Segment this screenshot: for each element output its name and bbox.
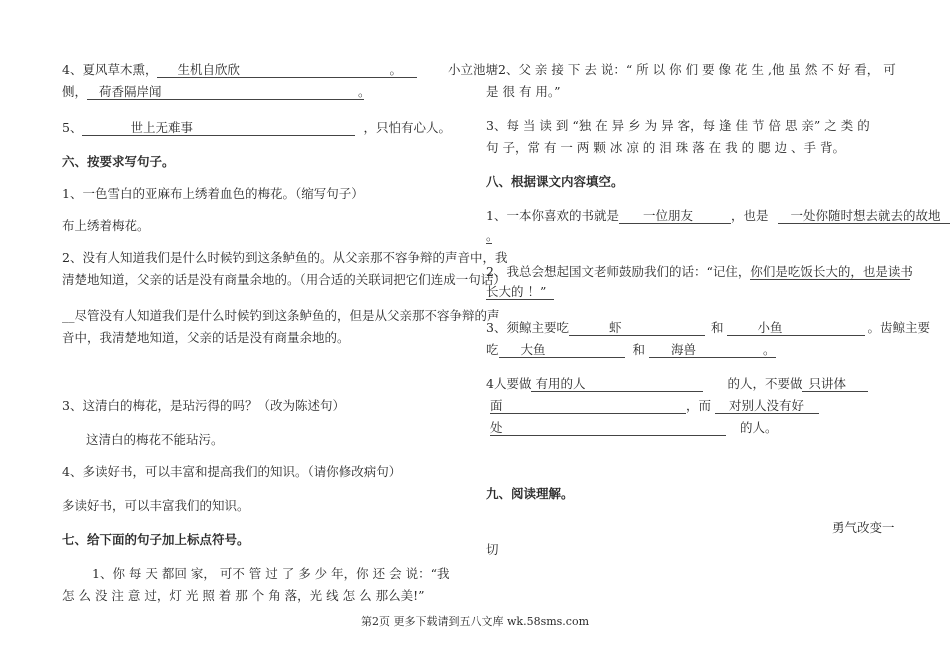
s6-q2-l1: 2、没有人知道我们是什么时候钓到这条鲈鱼的。从父亲那不容争辩的声音中，我: [62, 250, 508, 265]
reading-title-l2: 切: [486, 542, 499, 557]
s7-q1-l2: 怎 么 没 注 意 过，灯 光 照 着 那 个 角 落，光 线 怎 么 那么美!”: [62, 588, 425, 603]
s6-a2-l1: __尽管没有人知道我们是什么时候钓到这条鲈鱼的，但是从父亲那不容争辩的声: [62, 308, 500, 323]
s8-q4-answer2: 只讲体: [802, 376, 868, 392]
q5-answer: 世上无难事: [82, 120, 355, 136]
s7-q3-l2: 句 子，常 有 一 两 颗 冰 凉 的 泪 珠 落 在 我 的 腮 边 、手 背。: [486, 140, 846, 155]
s8-q1-line: 1、一本你喜欢的书就是 一位朋友 ，也是 一处你随时想去就去的故地: [486, 208, 950, 224]
s8-q4-line1: 4人要做 有用的人 的人，不要做 只讲体: [486, 376, 868, 392]
s7-q1-l1: 1、你 每 天 都回 家， 可不 管 过 了 多 少 年，你 还 会 说：“我: [92, 566, 450, 581]
q4-answer2: 荷香隔岸闻: [87, 84, 364, 100]
s8-q2-line1: 2、我总会想起国文老师鼓励我们的话：“记住，你们是吃饭长大的，也是读书: [486, 264, 913, 279]
q5-line: 5、 世上无难事 ，只怕有心人。: [62, 120, 451, 135]
s7-q2-l1: 2、父 亲 接 下 去 说：“ 所 以 你 们 要 像 花 生 ,他 虽 然 不 好 看， 可: [498, 62, 896, 77]
section-8-heading: 八、根据课文内容填空。: [486, 174, 624, 189]
s8-q2-line2: [486, 284, 554, 300]
s6-a1: 布上绣着梅花。: [62, 218, 150, 233]
s6-q1: 1、一色雪白的亚麻布上绣着血色的梅花。（缩写句子）: [62, 186, 364, 201]
s7-q3-l1: 3、每 当 读 到 “独 在 异 乡 为 异 客，每 逢 佳 节 倍 思 亲” 之 类 的: [486, 118, 870, 133]
s8-q2-answer1: 你们是吃饭长大的，也是读书: [750, 264, 913, 279]
section-9-heading: 九、阅读理解。: [486, 486, 574, 501]
s8-q1-answer2: 一处你随时想去就去的故地: [778, 208, 950, 224]
q4-line2: 侧， 荷香隔岸闻 。: [62, 84, 371, 99]
s8-q3-answer3: 大鱼: [499, 342, 625, 358]
s8-q4-answer1: 有用的人: [531, 376, 703, 392]
s6-q2-l2: 清楚地知道，父亲的话是没有商量余地的。（用合适的关联词把它们连成一句话）: [62, 272, 506, 287]
s8-q3-line2: 吃 大鱼 和 海兽 。: [486, 342, 776, 357]
s8-q3-answer4: 海兽: [649, 342, 763, 358]
section-7-heading: 七、给下面的句子加上标点符号。: [62, 532, 250, 547]
s6-a2-l2: 音中，我清楚地知道，父亲的话是没有商量余地的。: [62, 330, 350, 345]
s6-q4: 4、多读好书，可以丰富和提高我们的知识。（请你修改病句）: [62, 464, 402, 479]
section-6-heading: 六、按要求写句子。: [62, 154, 175, 169]
page-footer: 第2页 更多下载请到五八文库 wk.58sms.com: [361, 615, 589, 628]
s8-q3-answer2: 小鱼: [727, 320, 865, 336]
q4-line1: 4、夏风草木熏， 生机自欣欣 。 小立池塘: [62, 62, 498, 77]
s8-q4-answer5: 处: [490, 420, 726, 436]
q4-answer1: 生机自欣欣: [157, 62, 417, 78]
s8-q1-answer1: 一位朋友: [619, 208, 731, 224]
s8-q1-end: 。: [486, 228, 499, 243]
s6-a4: 多读好书，可以丰富我们的知识。: [62, 498, 250, 513]
s7-q2-l2: 是 很 有 用。”: [486, 84, 561, 99]
s8-q4-answer4: 对别人没有好: [715, 398, 819, 414]
s6-a3: 这清白的梅花不能玷污。: [86, 432, 224, 447]
s8-q4-line3: 处 的人。: [490, 420, 778, 435]
s8-q4-answer3: 面: [490, 398, 686, 414]
reading-title-l1: 勇气改变一: [832, 520, 895, 535]
s6-q3: 3、这清白的梅花，是玷污得的吗？（改为陈述句）: [62, 398, 345, 413]
s8-q3-line1: 3、须鲸主要吃 虾 和 小鱼 。齿鲸主要: [486, 320, 930, 335]
s8-q2-answer2: 长大的 ！”: [486, 284, 554, 300]
s8-q4-line2: 面 ，而 对别人没有好: [490, 398, 819, 414]
s8-q3-answer1: 虾: [569, 320, 705, 336]
